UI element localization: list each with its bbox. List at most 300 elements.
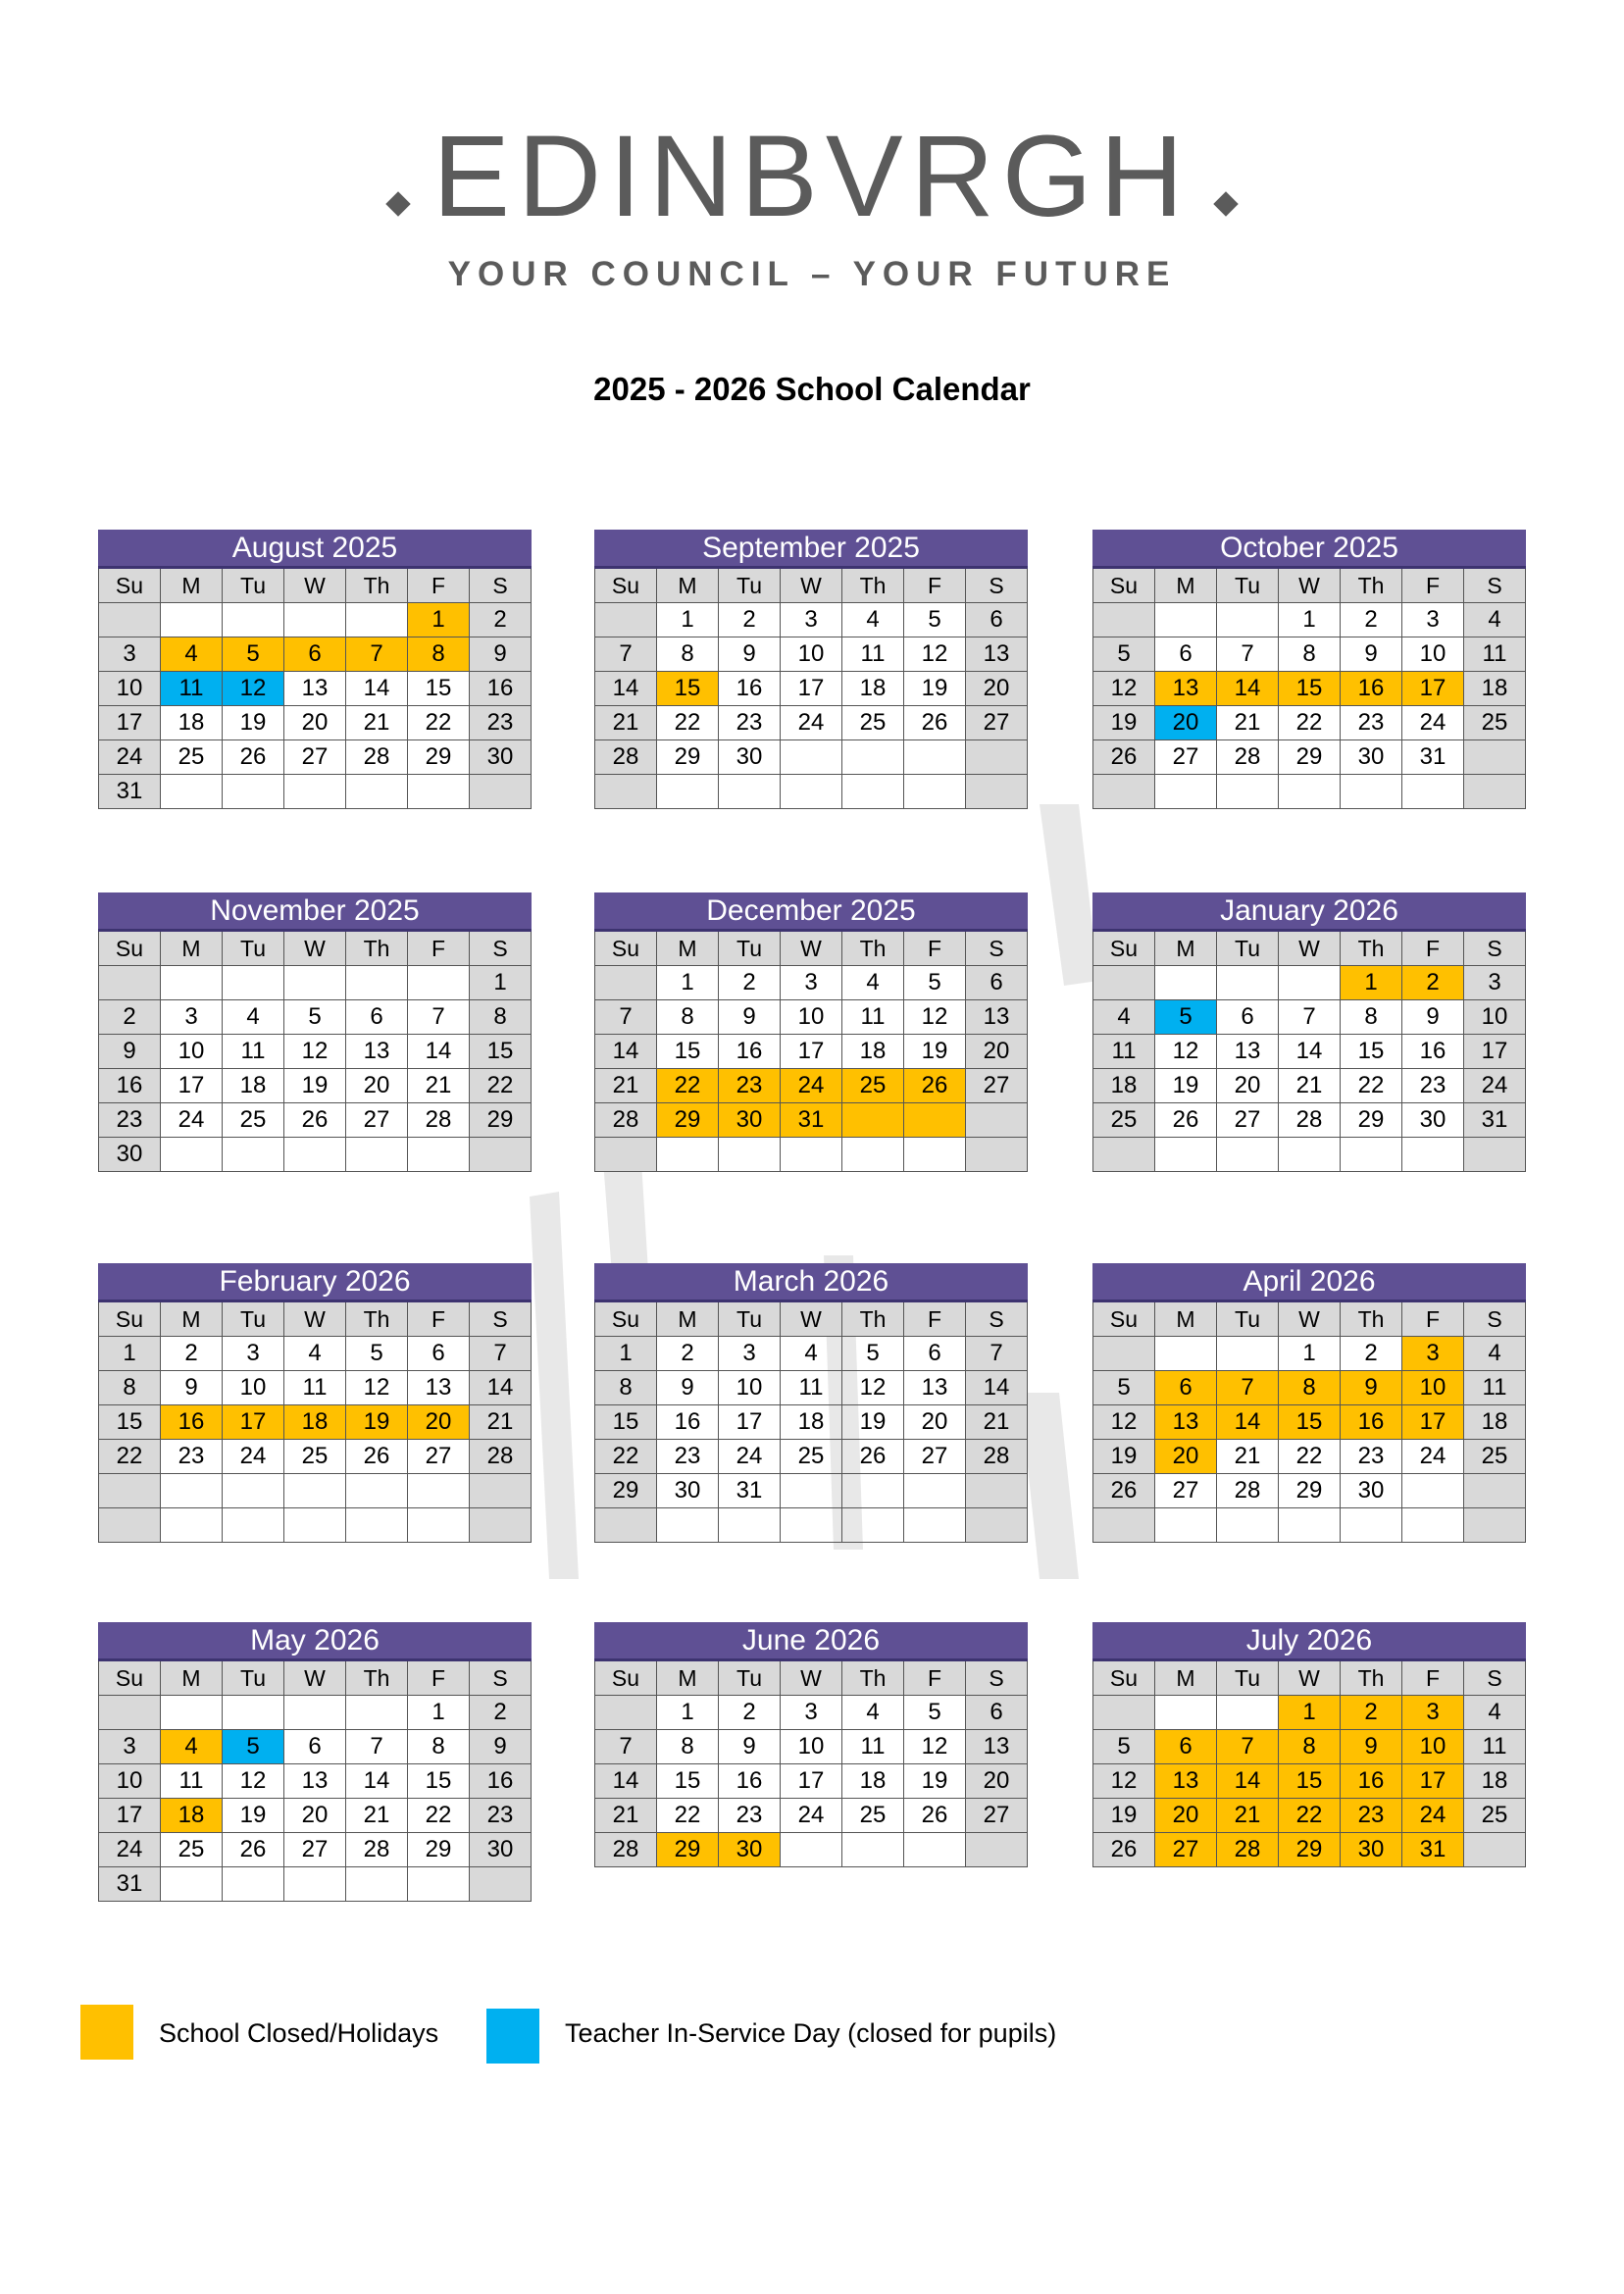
month-title: April 2026	[1093, 1264, 1526, 1301]
calendar-blank	[470, 1474, 532, 1508]
calendar-day: 12	[842, 1371, 904, 1405]
calendar-day: 2	[161, 1337, 223, 1371]
calendar-day: 4	[1464, 1337, 1526, 1371]
calendar-blank	[1464, 740, 1526, 775]
weekday-header: Th	[842, 568, 904, 603]
calendar-blank	[346, 603, 408, 637]
calendar-day: 21	[595, 1799, 657, 1833]
calendar-day: 24	[1402, 1799, 1464, 1833]
calendar-blank	[1093, 1337, 1155, 1371]
calendar-day: 4	[161, 1730, 223, 1764]
calendar-blank	[719, 775, 781, 809]
calendar-blank	[470, 1508, 532, 1543]
calendar-day: 7	[1217, 1371, 1279, 1405]
month-title: February 2026	[99, 1264, 532, 1301]
calendar-blank	[966, 775, 1028, 809]
calendar-day: 19	[904, 1764, 966, 1799]
calendar-day: 27	[1155, 1474, 1217, 1508]
calendar-day: 3	[719, 1337, 781, 1371]
calendar-day: 28	[966, 1440, 1028, 1474]
month-calendar	[1092, 530, 1526, 809]
calendar-day: 12	[904, 637, 966, 672]
calendar-day: 4	[161, 637, 223, 672]
calendar-day: 17	[223, 1405, 284, 1440]
calendar-day: 2	[99, 1000, 161, 1035]
calendar-day: 19	[1093, 1799, 1155, 1833]
weekday-header: Tu	[223, 1660, 284, 1696]
calendar-day: 14	[595, 1764, 657, 1799]
calendar-blank	[99, 1508, 161, 1543]
calendar-blank	[470, 1138, 532, 1172]
calendar-day: 18	[1464, 1764, 1526, 1799]
calendar-day: 18	[1464, 672, 1526, 706]
calendar-blank	[1155, 1337, 1217, 1371]
calendar-day: 1	[657, 966, 719, 1000]
calendar-blank	[595, 1138, 657, 1172]
calendar-day: 26	[904, 706, 966, 740]
calendar-blank	[161, 1867, 223, 1902]
calendar-blank	[842, 1138, 904, 1172]
calendar-day: 17	[99, 1799, 161, 1833]
calendar-day: 15	[99, 1405, 161, 1440]
calendar-blank	[657, 1508, 719, 1543]
calendar-day: 30	[719, 740, 781, 775]
weekday-header: W	[284, 568, 346, 603]
calendar-day: 28	[408, 1103, 470, 1138]
calendar-day: 11	[842, 1000, 904, 1035]
calendar-blank	[1402, 1474, 1464, 1508]
calendar-day: 26	[1093, 1833, 1155, 1867]
weekday-header: M	[1155, 931, 1217, 966]
calendar-day: 17	[99, 706, 161, 740]
calendar-day: 10	[719, 1371, 781, 1405]
calendar-day: 6	[966, 1696, 1028, 1730]
calendar-day: 26	[904, 1799, 966, 1833]
weekday-header: W	[284, 931, 346, 966]
calendar-day: 16	[719, 672, 781, 706]
calendar-blank	[1217, 1696, 1279, 1730]
calendar-blank	[408, 966, 470, 1000]
page-title: 2025 - 2026 School Calendar	[593, 371, 1031, 407]
weekday-header: Tu	[719, 568, 781, 603]
calendar-blank	[284, 1138, 346, 1172]
calendar-day: 13	[346, 1035, 408, 1069]
calendar-day: 25	[161, 740, 223, 775]
calendar-blank	[346, 1138, 408, 1172]
calendar-day: 8	[1279, 637, 1341, 672]
calendar-blank	[781, 1833, 842, 1867]
calendar-day: 4	[842, 966, 904, 1000]
calendar-blank	[346, 775, 408, 809]
logo-diamond-right-icon	[1213, 191, 1238, 216]
calendar-day: 13	[966, 637, 1028, 672]
calendar-day: 20	[966, 672, 1028, 706]
calendar-blank	[223, 1508, 284, 1543]
calendar-day: 26	[842, 1440, 904, 1474]
calendar-day: 22	[99, 1440, 161, 1474]
calendar-day: 21	[408, 1069, 470, 1103]
calendar-blank	[223, 1138, 284, 1172]
calendar-day: 16	[1341, 1405, 1402, 1440]
calendar-day: 15	[408, 672, 470, 706]
calendar-blank	[1402, 1508, 1464, 1543]
calendar-blank	[1279, 1138, 1341, 1172]
calendar-day: 25	[1464, 1799, 1526, 1833]
calendar-day: 5	[904, 603, 966, 637]
calendar-day: 23	[470, 706, 532, 740]
calendar-day: 22	[408, 1799, 470, 1833]
calendar-day: 19	[904, 1035, 966, 1069]
calendar-day: 7	[595, 637, 657, 672]
calendar-day: 24	[161, 1103, 223, 1138]
calendar-day: 21	[470, 1405, 532, 1440]
calendar-blank	[904, 1138, 966, 1172]
calendar-day: 9	[99, 1035, 161, 1069]
calendar-day: 4	[842, 603, 904, 637]
weekday-header: M	[1155, 1660, 1217, 1696]
calendar-day: 24	[1402, 1440, 1464, 1474]
calendar-day: 29	[595, 1474, 657, 1508]
weekday-header: Su	[595, 1301, 657, 1337]
calendar-day: 30	[99, 1138, 161, 1172]
weekday-header: W	[781, 1660, 842, 1696]
calendar-day: 26	[223, 740, 284, 775]
calendar-day: 30	[719, 1833, 781, 1867]
calendar-blank	[346, 1508, 408, 1543]
calendar-day: 28	[595, 1833, 657, 1867]
calendar-day: 14	[346, 672, 408, 706]
calendar-day: 12	[223, 1764, 284, 1799]
weekday-header: F	[408, 1660, 470, 1696]
calendar-blank	[408, 1508, 470, 1543]
calendar-day: 7	[346, 637, 408, 672]
calendar-day: 4	[223, 1000, 284, 1035]
calendar-blank	[1217, 1508, 1279, 1543]
calendar-day: 3	[781, 966, 842, 1000]
calendar-day: 21	[346, 1799, 408, 1833]
calendar-day: 11	[1464, 637, 1526, 672]
calendar-blank	[161, 1138, 223, 1172]
calendar-day: 27	[966, 1069, 1028, 1103]
calendar-day: 2	[1341, 1337, 1402, 1371]
calendar-day: 20	[904, 1405, 966, 1440]
weekday-header: W	[1279, 1660, 1341, 1696]
calendar-blank	[904, 1833, 966, 1867]
calendar-blank	[1093, 1696, 1155, 1730]
calendar-day: 28	[1217, 1833, 1279, 1867]
weekday-header: Su	[99, 1660, 161, 1696]
calendar-day: 19	[1093, 706, 1155, 740]
calendar-day: 7	[346, 1730, 408, 1764]
calendar-day: 30	[470, 740, 532, 775]
calendar-day: 22	[657, 1069, 719, 1103]
logo-diamond-left-icon	[385, 191, 410, 216]
calendar-day: 6	[1155, 1730, 1217, 1764]
calendar-blank	[346, 1867, 408, 1902]
month-title: October 2025	[1093, 531, 1526, 568]
calendar-day: 31	[1402, 1833, 1464, 1867]
weekday-header: W	[1279, 931, 1341, 966]
calendar-day: 10	[161, 1035, 223, 1069]
weekday-header: W	[1279, 568, 1341, 603]
calendar-blank	[346, 1474, 408, 1508]
calendar-blank	[966, 1103, 1028, 1138]
weekday-header: Th	[842, 1301, 904, 1337]
calendar-day: 3	[1464, 966, 1526, 1000]
weekday-header: F	[408, 1301, 470, 1337]
weekday-header: S	[1464, 931, 1526, 966]
calendar-day: 30	[657, 1474, 719, 1508]
calendar-day: 27	[284, 740, 346, 775]
calendar-blank	[223, 1474, 284, 1508]
calendar-day: 4	[1464, 603, 1526, 637]
calendar-day: 8	[1279, 1730, 1341, 1764]
month-calendar	[98, 530, 532, 809]
calendar-day: 25	[284, 1440, 346, 1474]
calendar-day: 21	[966, 1405, 1028, 1440]
calendar-blank	[842, 1833, 904, 1867]
calendar-day: 15	[1279, 1764, 1341, 1799]
calendar-day: 16	[470, 1764, 532, 1799]
calendar-day: 17	[161, 1069, 223, 1103]
calendar-day: 15	[408, 1764, 470, 1799]
calendar-blank	[99, 1474, 161, 1508]
calendar-day: 6	[284, 637, 346, 672]
calendar-day: 23	[1341, 1799, 1402, 1833]
calendar-day: 17	[719, 1405, 781, 1440]
calendar-day: 6	[1155, 637, 1217, 672]
calendar-day: 9	[719, 637, 781, 672]
calendar-blank	[595, 1508, 657, 1543]
weekday-header: S	[966, 1660, 1028, 1696]
calendar-day: 5	[223, 1730, 284, 1764]
weekday-header: F	[1402, 1301, 1464, 1337]
calendar-day: 27	[966, 1799, 1028, 1833]
calendar-day: 27	[1155, 740, 1217, 775]
calendar-blank	[966, 1833, 1028, 1867]
calendar-blank	[1155, 1138, 1217, 1172]
calendar-blank	[842, 740, 904, 775]
weekday-header: Th	[346, 568, 408, 603]
weekday-header: M	[657, 1301, 719, 1337]
calendar-day: 18	[842, 1035, 904, 1069]
calendar-blank	[781, 775, 842, 809]
weekday-header: F	[1402, 931, 1464, 966]
weekday-header: Su	[1093, 931, 1155, 966]
weekday-header: F	[1402, 568, 1464, 603]
calendar-day: 25	[1093, 1103, 1155, 1138]
weekday-header: Th	[346, 1301, 408, 1337]
calendar-day: 20	[966, 1764, 1028, 1799]
calendar-day: 14	[1217, 1764, 1279, 1799]
calendar-day: 16	[1341, 1764, 1402, 1799]
calendar-day: 24	[223, 1440, 284, 1474]
calendar-blank	[1217, 775, 1279, 809]
calendar-day: 12	[1093, 1764, 1155, 1799]
calendar-day: 28	[470, 1440, 532, 1474]
calendar-day: 1	[657, 603, 719, 637]
calendar-day: 7	[1279, 1000, 1341, 1035]
calendar-blank	[1217, 1138, 1279, 1172]
calendar-blank	[408, 1867, 470, 1902]
calendar-day: 20	[1155, 1440, 1217, 1474]
calendar-day: 10	[99, 1764, 161, 1799]
calendar-day: 20	[1155, 1799, 1217, 1833]
calendar-day: 19	[1093, 1440, 1155, 1474]
calendar-day: 11	[842, 1730, 904, 1764]
weekday-header: Tu	[1217, 931, 1279, 966]
calendar-day: 16	[1341, 672, 1402, 706]
calendar-day: 24	[99, 1833, 161, 1867]
calendar-day: 8	[657, 1730, 719, 1764]
calendar-blank	[223, 775, 284, 809]
calendar-day: 18	[842, 1764, 904, 1799]
calendar-day: 8	[657, 637, 719, 672]
calendar-blank	[657, 1138, 719, 1172]
calendar-day: 30	[1341, 740, 1402, 775]
month-calendar	[594, 530, 1028, 809]
calendar-day: 3	[1402, 603, 1464, 637]
calendar-day: 27	[408, 1440, 470, 1474]
month-title: December 2025	[595, 893, 1028, 931]
calendar-day: 20	[966, 1035, 1028, 1069]
calendar-day: 20	[284, 706, 346, 740]
weekday-header: S	[966, 1301, 1028, 1337]
weekday-header: Su	[595, 568, 657, 603]
month-title: September 2025	[595, 531, 1028, 568]
calendar-day: 19	[223, 706, 284, 740]
calendar-day: 13	[1155, 672, 1217, 706]
weekday-header: Su	[595, 931, 657, 966]
calendar-day: 11	[161, 1764, 223, 1799]
calendar-blank	[161, 775, 223, 809]
weekday-header: F	[904, 1301, 966, 1337]
calendar-day: 28	[346, 740, 408, 775]
calendar-day: 13	[284, 672, 346, 706]
calendar-day: 8	[408, 637, 470, 672]
weekday-header: S	[966, 568, 1028, 603]
calendar-day: 17	[1402, 1764, 1464, 1799]
calendar-blank	[408, 1474, 470, 1508]
calendar-day: 3	[161, 1000, 223, 1035]
calendar-day: 7	[408, 1000, 470, 1035]
legend-inservice	[486, 2005, 1173, 2064]
calendar-blank	[595, 603, 657, 637]
calendar-day: 3	[223, 1337, 284, 1371]
weekday-header: S	[470, 1660, 532, 1696]
calendar-day: 16	[99, 1069, 161, 1103]
calendar-day: 21	[595, 706, 657, 740]
calendar-day: 29	[470, 1103, 532, 1138]
calendar-day: 1	[1279, 1696, 1341, 1730]
calendar-blank	[284, 1508, 346, 1543]
calendar-day: 25	[842, 1069, 904, 1103]
calendar-day: 24	[1464, 1069, 1526, 1103]
calendar-day: 31	[781, 1103, 842, 1138]
calendar-day: 10	[781, 1730, 842, 1764]
calendar-day: 25	[161, 1833, 223, 1867]
calendar-day: 5	[904, 966, 966, 1000]
calendar-day: 19	[842, 1405, 904, 1440]
calendar-blank	[904, 1474, 966, 1508]
weekday-header: Th	[1341, 1301, 1402, 1337]
calendar-day: 30	[1402, 1103, 1464, 1138]
calendar-day: 17	[1464, 1035, 1526, 1069]
calendar-day: 7	[1217, 1730, 1279, 1764]
month-calendar	[594, 1622, 1028, 1867]
calendar-blank	[781, 740, 842, 775]
weekday-header: Th	[346, 931, 408, 966]
weekday-header: M	[161, 931, 223, 966]
calendar-day: 10	[1402, 1730, 1464, 1764]
weekday-header: Su	[99, 568, 161, 603]
calendar-day: 13	[408, 1371, 470, 1405]
calendar-day: 8	[408, 1730, 470, 1764]
month-calendar	[98, 1263, 532, 1543]
calendar-day: 29	[657, 740, 719, 775]
calendar-day: 13	[904, 1371, 966, 1405]
calendar-day: 23	[719, 706, 781, 740]
calendar-day: 15	[595, 1405, 657, 1440]
calendar-blank	[408, 1138, 470, 1172]
legend-holiday-label: School Closed/Holidays	[159, 2018, 439, 2048]
calendar-blank	[161, 1474, 223, 1508]
weekday-header: Su	[99, 1301, 161, 1337]
calendar-day: 29	[408, 740, 470, 775]
calendar-day: 12	[904, 1730, 966, 1764]
calendar-blank	[1093, 603, 1155, 637]
calendar-day: 15	[1279, 672, 1341, 706]
calendar-blank	[595, 966, 657, 1000]
calendar-day: 28	[595, 740, 657, 775]
calendar-day: 6	[284, 1730, 346, 1764]
calendar-blank	[719, 1508, 781, 1543]
calendar-blank	[99, 603, 161, 637]
calendar-blank	[1155, 775, 1217, 809]
calendar-day: 29	[1279, 1833, 1341, 1867]
calendar-day: 23	[99, 1103, 161, 1138]
calendar-day: 7	[1217, 637, 1279, 672]
calendar-blank	[781, 1474, 842, 1508]
calendar-blank	[842, 1103, 904, 1138]
calendar-blank	[904, 1103, 966, 1138]
calendar-blank	[657, 775, 719, 809]
calendar-blank	[966, 1138, 1028, 1172]
calendar-day: 4	[1093, 1000, 1155, 1035]
calendar-day: 15	[1341, 1035, 1402, 1069]
calendar-blank	[1155, 603, 1217, 637]
calendar-day: 9	[719, 1730, 781, 1764]
calendar-day: 17	[1402, 1405, 1464, 1440]
calendar-day: 31	[719, 1474, 781, 1508]
calendar-day: 20	[1155, 706, 1217, 740]
calendar-day: 27	[904, 1440, 966, 1474]
calendar-day: 16	[719, 1035, 781, 1069]
calendar-day: 8	[470, 1000, 532, 1035]
calendar-day: 15	[657, 1035, 719, 1069]
calendar-blank	[161, 1696, 223, 1730]
calendar-day: 25	[781, 1440, 842, 1474]
logo-tagline: YOUR COUNCIL – YOUR FUTURE	[447, 255, 1177, 293]
calendar-day: 15	[657, 672, 719, 706]
calendar-day: 27	[284, 1833, 346, 1867]
weekday-header: Tu	[223, 931, 284, 966]
calendar-day: 25	[223, 1103, 284, 1138]
calendar-day: 9	[470, 637, 532, 672]
calendar-day: 12	[1155, 1035, 1217, 1069]
weekday-header: W	[781, 1301, 842, 1337]
calendar-day: 21	[1217, 1440, 1279, 1474]
